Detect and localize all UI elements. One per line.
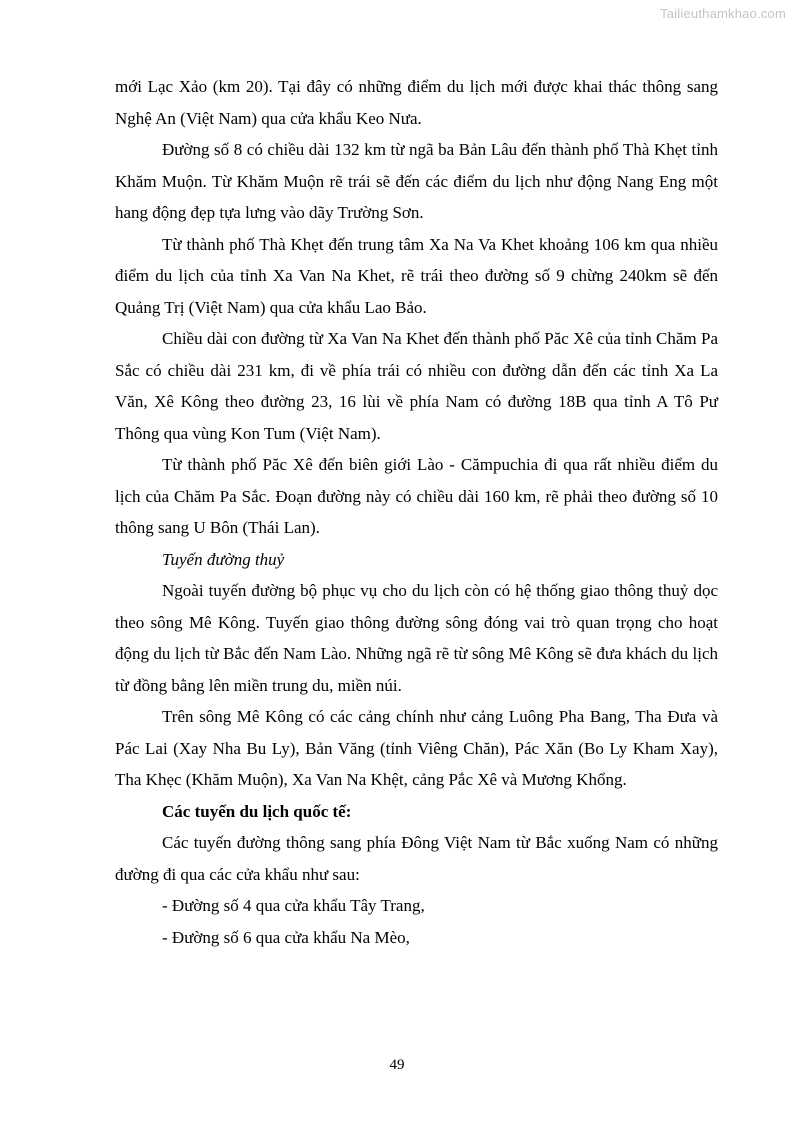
watermark-text: Tailieuthamkhao.com [660, 6, 786, 21]
document-body [115, 71, 718, 953]
paragraph-6: Ngoài tuyến đường bộ phục vụ cho du lịch còn có hệ thống giao thông thuỷ dọc theo sông Mê Kông. Tuyến giao thông đường sông đóng vai trò quan trọng cho hoạt động du lịch từ Bắc đến Nam Lào. Những ngã rẽ từ sông Mê Kông sẽ đưa khách du lịch từ đồng bằng lên miền trung du, miền núi. [115, 581, 718, 695]
paragraph-1: mới Lạc Xảo (km 20). Tại đây có những điểm du lịch mới được khai thác thông sang Nghệ An (Việt Nam) qua cửa khẩu Keo Nưa. [115, 77, 718, 128]
paragraph-4: Chiều dài con đường từ Xa Van Na Khet đến thành phố Păc Xê của tỉnh Chăm Pa Sắc có chiều dài 231 km, đi về phía trái có nhiều con đường dẫn đến các tỉnh Xa La Văn, Xê Kông theo đường 23, 16 lùi về phía Nam có đường 18B qua tỉnh A Tô Pư Thông qua vùng Kon Tum (Việt Nam). [115, 329, 718, 443]
section-heading-waterway: Tuyến đường thuỷ [162, 549, 285, 569]
paragraph-5: Từ thành phố Păc Xê đến biên giới Lào - Cămpuchia đi qua rất nhiều điểm du lịch của Chăm Pa Sắc. Đoạn đường này có chiều dài 160 km, rẽ phải theo đường số 10 thông sang U Bôn (Thái Lan). [115, 455, 718, 537]
paragraph-7: Trên sông Mê Kông có các cảng chính như cảng Luông Pha Bang, Tha Đưa và Pác Lai (Xay Nha Bu Ly), Bản Văng (tỉnh Viêng Chăn), Pác Xăn (Bo Ly Kham Xay), Tha Khẹc (Khăm Muộn), Xa Van Na Khệt, cảng Pắc Xê và Mương Khổng. [115, 707, 718, 789]
section-heading-international: Các tuyến du lịch quốc tế: [162, 801, 352, 821]
list-item: - Đường số 4 qua cửa khẩu Tây Trang, [162, 896, 425, 915]
page-number: 49 [389, 1057, 405, 1073]
list-item: - Đường số 6 qua cửa khẩu Na Mèo, [162, 927, 410, 947]
paragraph-8: Các tuyến đường thông sang phía Đông Việt Nam từ Bắc xuống Nam có những đường đi qua các cửa khẩu như sau: [115, 833, 718, 884]
paragraph-2: Đường số 8 có chiều dài 132 km từ ngã ba Bản Lâu đến thành phố Thà Khẹt tỉnh Khăm Muộn. Từ Khăm Muộn rẽ trái sẽ đến các điểm du lịch như động Nang Eng một hang động đẹp tựa lưng vào dãy Trường Sơn. [115, 140, 718, 222]
paragraph-3: Từ thành phố Thà Khẹt đến trung tâm Xa Na Va Khet khoảng 106 km qua nhiều điểm du lịch của tỉnh Xa Van Na Khet, rẽ trái theo đường số 9 chừng 240km sẽ đến Quảng Trị (Việt Nam) qua cửa khẩu Lao Bảo. [115, 234, 718, 317]
